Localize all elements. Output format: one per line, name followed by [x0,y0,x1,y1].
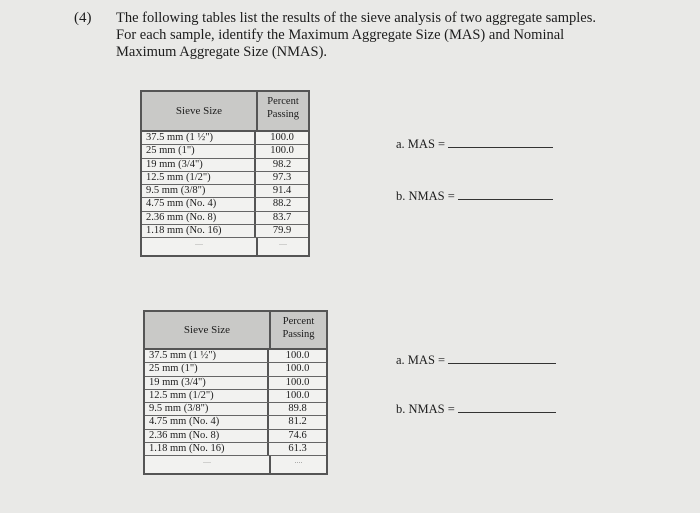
nmas-label: b. NMAS = [396,189,455,203]
table-row [145,443,326,456]
footer-cell: .... [145,456,271,473]
nmas-answer-2[interactable] [396,402,556,417]
sieve-cell: 4.75 mm (No. 4) [142,198,256,210]
passing-cell: 91.4 [272,185,292,197]
sieve-cell: 37.5 mm (1 ½") [145,350,269,362]
footer-cell: .... [294,456,303,466]
sieve-cell: 9.5 mm (3/8") [142,185,256,197]
table-row [142,225,308,238]
header-percent-passing [258,92,308,130]
prompt-line: Maximum Aggregate Size (NMAS). [116,44,328,60]
table-row [145,363,326,376]
nmas-label: b. NMAS = [396,402,455,416]
table-footer [145,456,326,473]
table-header [142,92,308,132]
header-line: Passing [282,329,315,340]
question-prompt [116,10,626,61]
table-row [142,132,308,145]
passing-cell: 89.8 [288,403,307,415]
sieve-cell: 25 mm (1") [145,363,269,375]
header-line: Percent [282,316,315,327]
passing-cell: 74.6 [288,429,307,441]
passing-cell: 100.0 [270,132,294,143]
passing-cell: 88.2 [272,198,292,210]
prompt-line: For each sample, identify the Maximum Aggregate Size (MAS) and Nominal [116,27,565,43]
table-footer [142,238,308,255]
header-sieve-size: Sieve Size [145,312,271,348]
header-line: Percent [267,96,299,107]
table-header [145,312,326,350]
table-row [145,430,326,443]
nmas-answer-1[interactable] [396,189,553,204]
sieve-cell: 12.5 mm (1/2") [142,172,256,184]
passing-cell: 79.9 [272,225,292,237]
answer-blank[interactable] [448,137,553,148]
table-row [142,172,308,185]
passing-cell: 100.0 [285,376,310,388]
header-line: Passing [266,109,300,120]
table-row [145,416,326,429]
passing-cell: 83.7 [272,211,292,223]
header-sieve-size: Sieve Size [142,92,258,130]
table-row [142,198,308,211]
answer-blank[interactable] [458,189,553,200]
passing-cell: 100.0 [270,145,294,157]
table-row [142,185,308,198]
sieve-cell: 1.18 mm (No. 16) [145,443,269,455]
sieve-cell: 2.36 mm (No. 8) [142,212,256,224]
passing-cell: 61.3 [288,443,307,455]
table-row [145,350,326,363]
sieve-cell: 1.18 mm (No. 16) [142,225,256,237]
footer-cell: .... [279,238,287,248]
mas-label: a. MAS = [396,137,446,151]
sieve-cell: 12.5 mm (1/2") [145,390,269,402]
passing-cell: 97.3 [272,171,292,183]
footer-cell: .... [142,238,258,255]
sieve-table-1 [140,90,310,257]
passing-cell: 81.2 [288,416,307,428]
sieve-cell: 4.75 mm (No. 4) [145,416,269,428]
passing-cell: 100.0 [285,350,310,361]
sieve-cell: 25 mm (1") [142,145,256,157]
table-row [142,212,308,225]
passing-cell: 100.0 [285,363,310,375]
sieve-cell: 2.36 mm (No. 8) [145,430,269,442]
sieve-cell: 9.5 mm (3/8") [145,403,269,415]
table-row [145,390,326,403]
mas-label: a. MAS = [396,353,446,367]
sieve-cell: 19 mm (3/4") [142,159,256,171]
table-body [145,350,326,456]
sieve-cell: 19 mm (3/4") [145,377,269,389]
mas-answer-2[interactable] [396,353,556,368]
table-row [142,145,308,158]
sieve-table-2 [143,310,328,475]
header-percent-passing [271,312,326,348]
question-number: (4) [74,10,92,26]
table-row [145,403,326,416]
sieve-cell: 37.5 mm (1 ½") [142,132,256,144]
table-body [142,132,308,238]
table-row [142,159,308,172]
passing-cell: 100.0 [285,389,310,401]
prompt-line: The following tables list the results of the sieve analysis of two aggregate samples. [116,10,596,26]
passing-cell: 98.2 [272,158,292,170]
mas-answer-1[interactable] [396,137,553,152]
answer-blank[interactable] [448,353,556,364]
answer-blank[interactable] [458,402,556,413]
table-row [145,377,326,390]
